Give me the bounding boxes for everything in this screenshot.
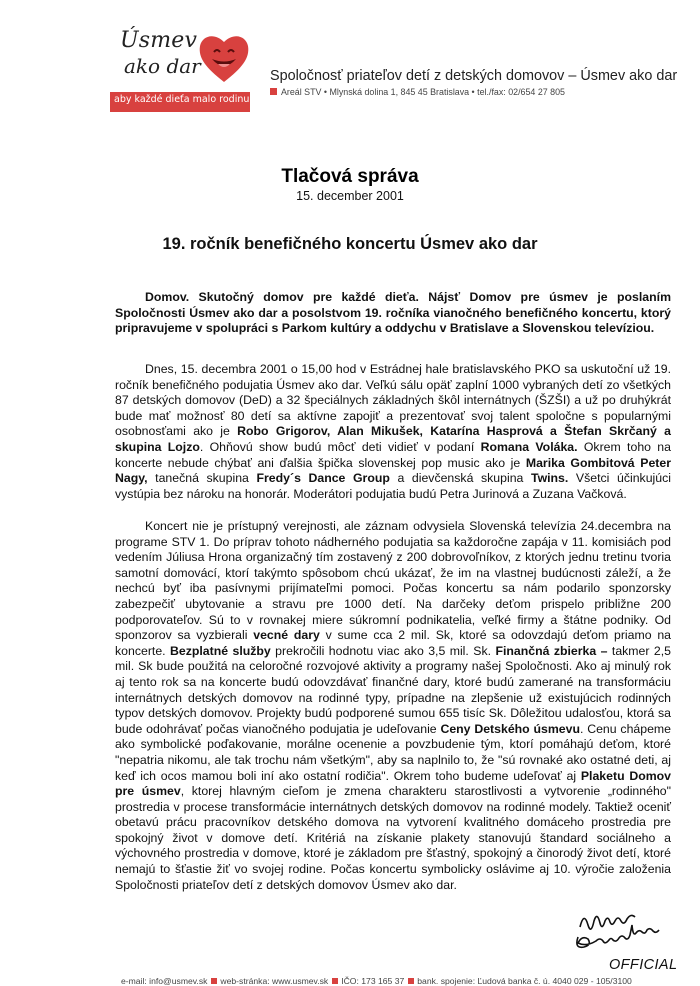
performer-name: Romana Voláka.: [480, 439, 578, 454]
emphasis-text: Plaketu Domov pre úsmev: [115, 768, 671, 799]
lead-paragraph: Domov. Skutočný domov pre každé dieťa. Nájsť Domov pre úsmev je poslaním Spoločnosti Úsmev ako dar a posolstvom 19. ročníka vianočného benefičného koncertu, ktorý pripravujeme v spolupráci s Parkom kultúry a oddychu v Bratislave a Slovenskou televíziou.: [115, 290, 671, 336]
band-name: Twins.: [530, 471, 569, 486]
document-subtitle: 19. ročník benefičného koncertu Úsmev ako dar: [162, 235, 538, 253]
paragraph-text: tanečná skupina: [147, 471, 257, 486]
emphasis-text: Bezplatné služby: [170, 643, 271, 658]
paragraph-text: Okrem toho na koncerte nebude chýbať ani ďalšia špička slovenskej pop music ako je: [115, 439, 671, 470]
paragraph-text: Dnes, 15. decembra 2001 o 15,00 hod v Estrádnej hale bratislavského PKO sa uskutoční už 19. ročník benefičného podujatia Úsmev ako dar. Veľkú sálu opäť zaplní 1000 vybraných detí zo všetkých 87 detských domovov (DeD) a 32 špeciálnych základných škôl internátnych (ŠZŠI) a už po druhýkrát bude mať možnosť 80 detí sa aktívne zapojiť a prezentovať svoj talent spoločne s popularnými osobnosťami ako je: [115, 362, 671, 439]
organization-name: Spoločnosť priateľov detí z detských domovov – Úsmev ako dar: [270, 68, 678, 84]
footer-bank: bank. spojenie: Ľudová banka č. ú. 4040 029 - 105/3100: [417, 976, 632, 986]
logo-word-usmev: Úsmev: [120, 28, 198, 53]
red-square-bullet: [211, 978, 217, 984]
logo-word-ako-dar: ako dar: [124, 54, 201, 78]
paragraph-text: . Cenu chápeme ako symbolické poďakovanie, morálne ocenenie a povzbudenie tým, ktorí pomáhajú deťom, ktoré "nepatria nikomu, ale tak trochu nám všetkým", aby sa naplnilo to, že "sú rovnaké ako ostatné deti, aj keď ich ocos mamou boli iní ako ostatní rodičia". Okrem toho budeme udeľovať aj: [115, 721, 672, 783]
logo: [110, 8, 259, 112]
paragraph-text: Všetci účinkujúci vystúpia bez nároku na honorár. Moderátori podujatia budú Petra Jurinová a Zuzana Vačková.: [115, 471, 671, 501]
document-title: Tlačová správa: [281, 166, 419, 187]
footer-web: web-stránka: www.usmev.sk: [220, 976, 329, 986]
paragraph-text: v sume cca 2 mil. Sk, ktoré sa odovzdajú deťom priamo na koncerte.: [115, 628, 672, 658]
smiling-heart-icon: [196, 30, 252, 86]
emphasis-text: Finančná zbierka –: [495, 643, 608, 658]
paragraph-text: . Ohňovú show budú môcť deti vidieť v podaní: [199, 439, 481, 454]
body-paragraph-2: [115, 519, 671, 893]
paragraph-text: a dievčenská skupina: [389, 471, 531, 486]
logo-tagline: aby každé dieťa malo rodinu...: [114, 94, 259, 105]
emphasis-text: Ceny Detského úsmevu: [440, 721, 580, 736]
paragraph-text: prekročili hodnotu viac ako 3,5 mil. Sk.: [270, 643, 496, 658]
organization-address-text: Areál STV • Mlynská dolina 1, 845 45 Bratislava • tel./fax: 02/654 27 805: [281, 87, 565, 97]
paragraph-text: takmer 2,5 mil. Sk bude použitá na celoročné rozvojové aktivity a programy našej Spoločnosti. Ako aj minulý rok aj tento rok sa na koncerte budú odovzdávať finančné dary, ktoré budú zamerané na transformáciu internátnych detských domovov na rodinné typy, prípadne na zlepšenie už existujúcich rodinných typov detských domovov. Projekty budú podporené sumou 655 tisíc Sk. Dôležitou udalosťou, ktorá sa bude odohrávať počas vianočného podujatia je udeľovanie: [115, 643, 671, 736]
red-square-bullet: [332, 978, 338, 984]
organization-address: [270, 87, 565, 97]
footer: [121, 976, 632, 986]
performer-names: Robo Grigorov, Alan Mikušek, Katarína Hasprová a Štefan Skrčaný a skupina Lojzo: [115, 424, 671, 454]
handwritten-signature: [572, 905, 692, 957]
footer-email: e-mail: info@usmev.sk: [121, 976, 208, 986]
document-date: 15. december 2001: [296, 189, 404, 203]
footer-ico: IČO: 173 165 37: [341, 976, 405, 986]
emphasis-text: vecné dary: [253, 628, 320, 643]
red-square-bullet: [408, 978, 414, 984]
paragraph-text: Koncert nie je prístupný verejnosti, ale záznam odvysiela Slovenská televízia 24.decembra na programe STV 1. Do príprav tohoto nádherného podujatia sa každoročne zapája v 11. komisiách pod vedením Júliusa Hrona organizačný tím zostavený z 200 dobrovoľníkov, z ktorých jednu tretinu tvoria samotní domovácí, ktorí takýmto spôsobom chcú ukázať, že im na vlastnej budúcnosti záleží, a že nechcú byť iba pasívnymi prijímateľmi pomoci. Počas koncertu sa nám podarilo sponzorsky zabezpečiť ubytovanie a stravu pre 1000 detí. Na darčeky deťom prispelo približne 200 podporovateľov. Sú to v rovnakej miere súkromní podnikatelia, veľké firmy a štátne podniky. Od sponzorov sa vyzbierali: [115, 519, 671, 643]
body-paragraph-1: [115, 362, 671, 502]
red-square-bullet: [270, 88, 277, 95]
paragraph-text: , ktorej hlavným cieľom je zmena charakteru starostlivosti a vytvorenie „rodinného" prostredia v procese transformácie internátnych detských domovov na rodinné modely. Taktiež oceniť obetavú prácu pracovníkov detského domova na vytvorení kvalitného domáceho prostredia pre spokojný život v domove detí. Kritériá na získanie plakety stanovujú štandard sociálneho a výchovného prostredia v domove, ktoré je základom pre šťastný, spokojný a činorodý život detí, ktoré nemajú to šťastie žiť vo svojej rodine. Počas koncertu symbolicky oslávime aj 10. výročie založenia Spoločnosti priateľov detí z detských domovov Úsmev ako dar.: [115, 784, 671, 892]
official-stamp: OFFICIAL: [609, 957, 678, 973]
dance-group-name: Fredy´s Dance Group: [256, 471, 390, 486]
performer-names: Marika Gombitová Peter Nagy,: [115, 455, 671, 486]
